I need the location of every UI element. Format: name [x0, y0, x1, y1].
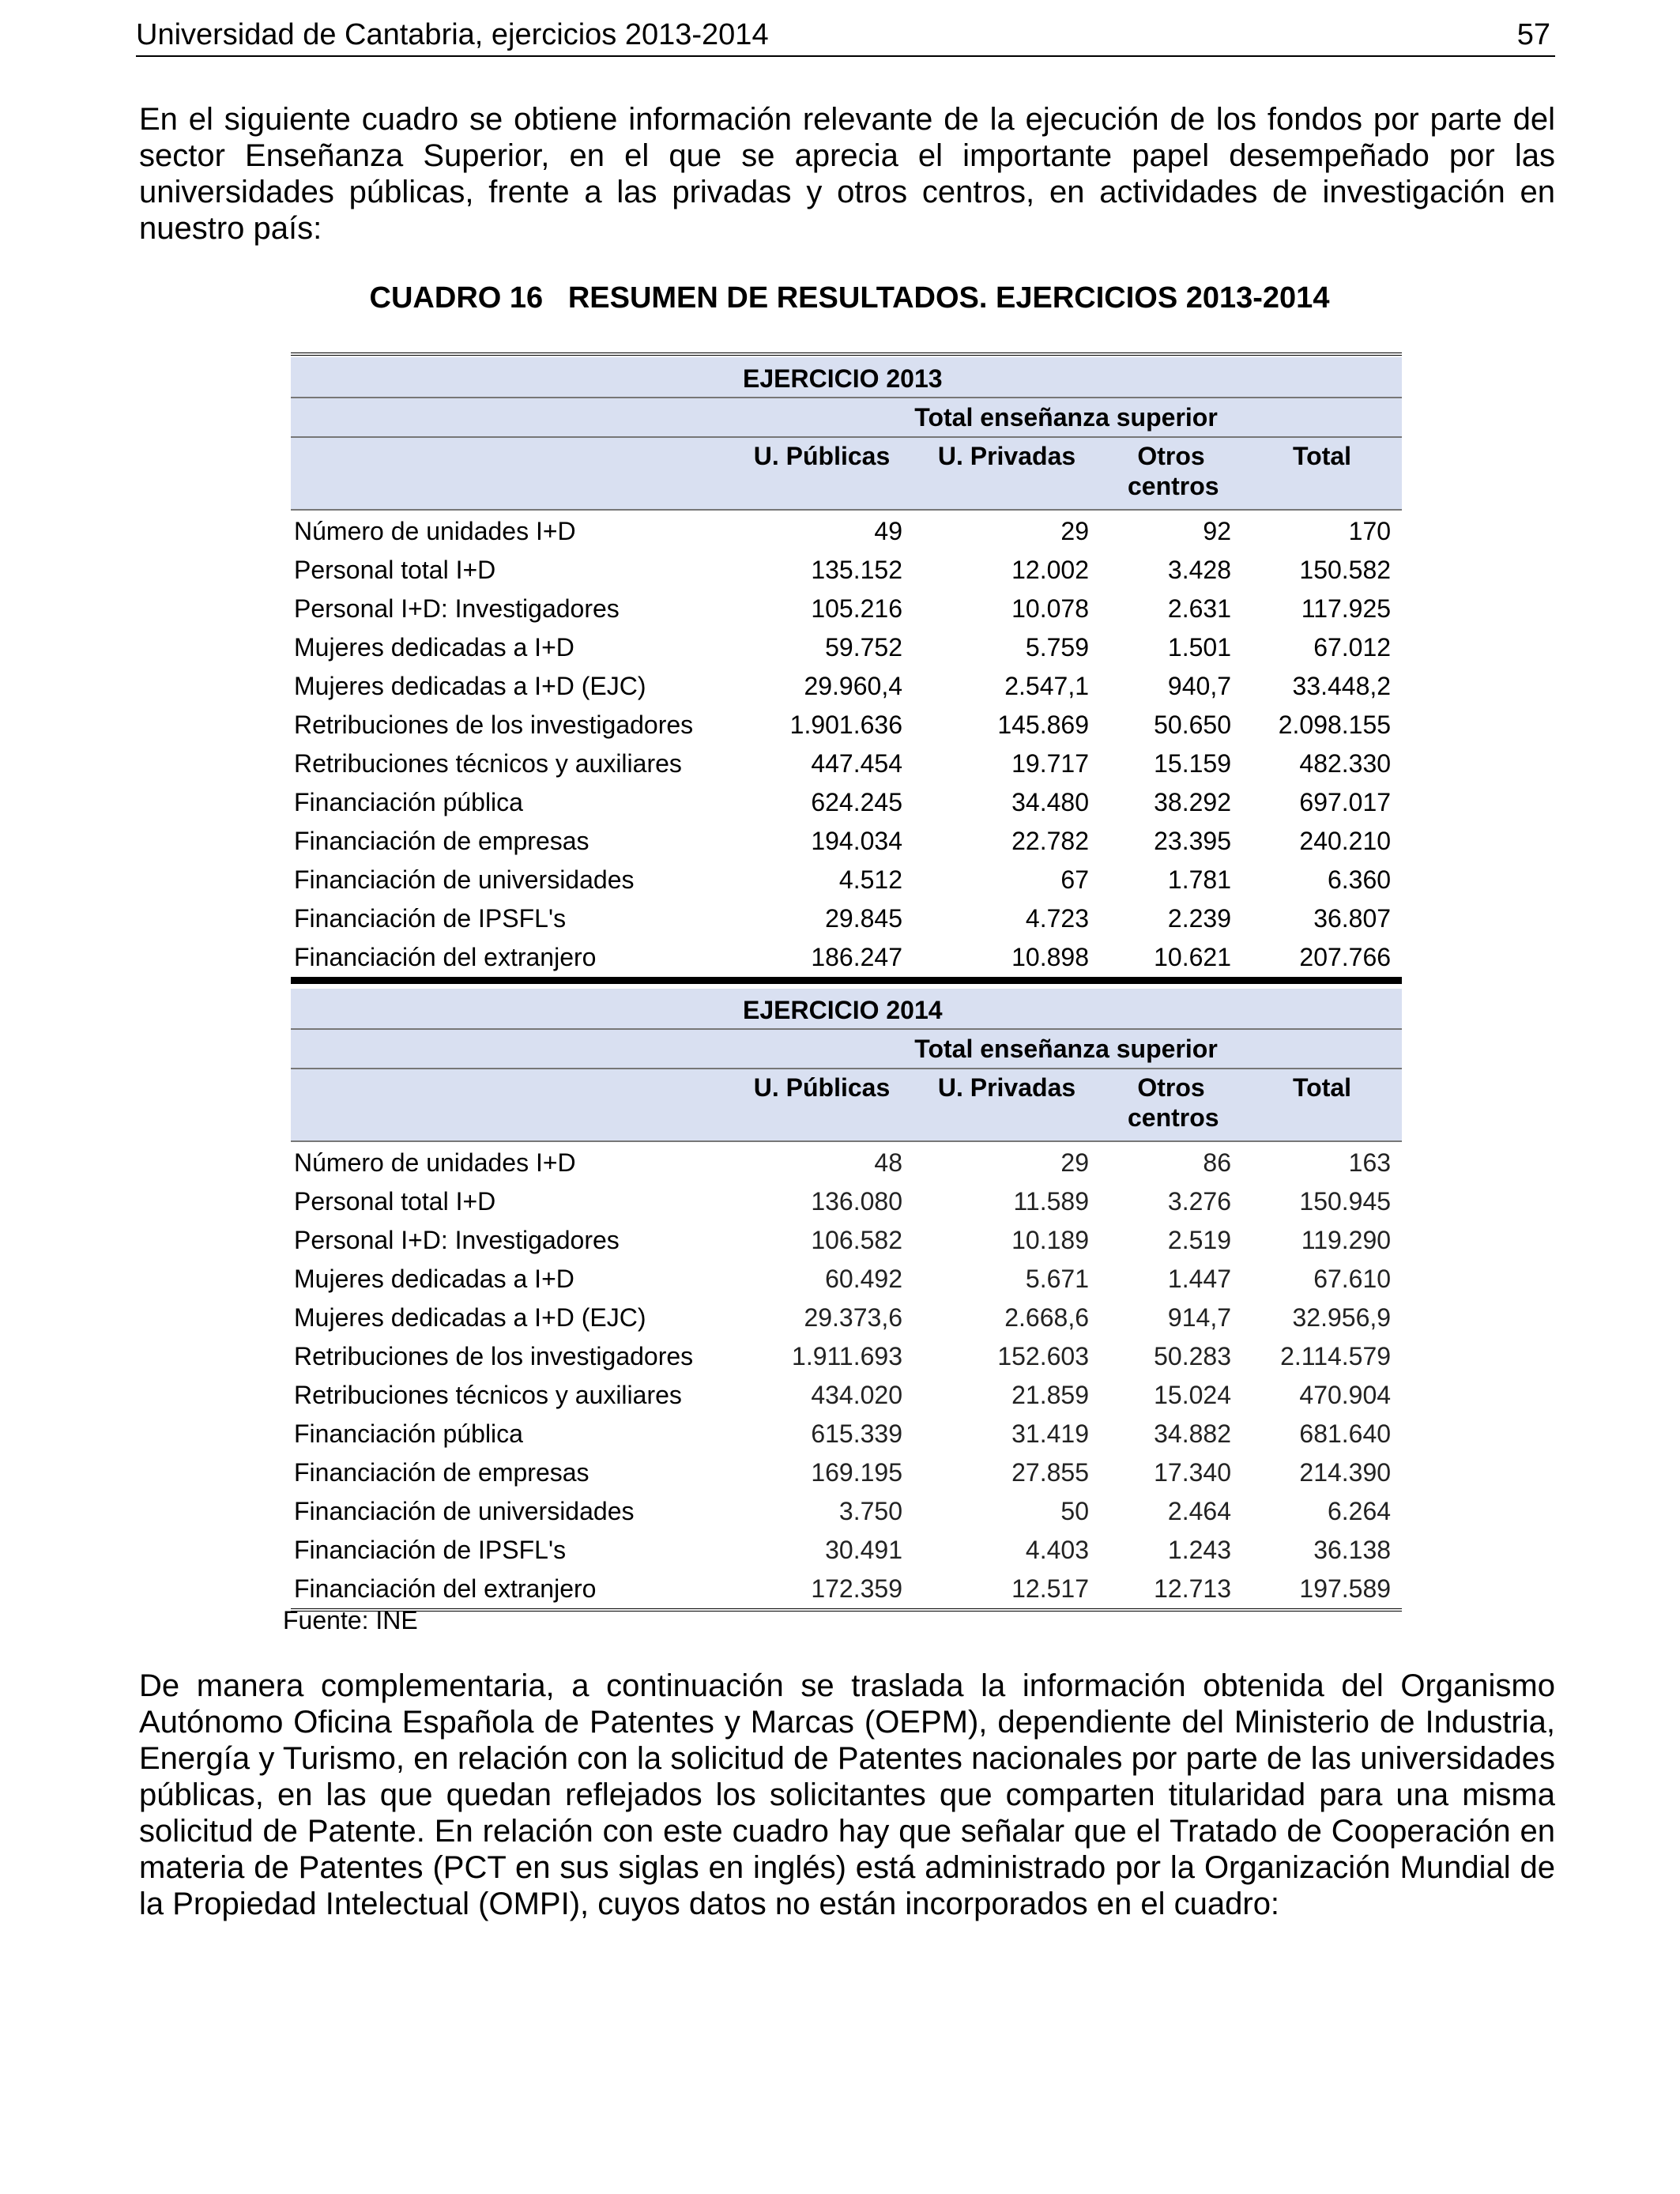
table-caption: CUADRO 16 RESUMEN DE RESULTADOS. EJERCICIOS 2013-2014 — [369, 281, 1330, 315]
row-label: Personal total I+D — [294, 1187, 496, 1216]
header-title: Universidad de Cantabria, ejercicios 2013-2014 — [136, 18, 769, 51]
row-label: Financiación de IPSFL's — [294, 1536, 567, 1564]
table-row — [291, 1141, 1402, 1182]
cell-value: 615.339 — [811, 1419, 902, 1448]
table-row — [291, 628, 1402, 667]
cell-value: 15.159 — [1154, 749, 1231, 778]
cell-value: 36.807 — [1313, 904, 1392, 933]
cell-value: 12.517 — [1011, 1574, 1089, 1603]
cell-value: 30.491 — [825, 1536, 902, 1564]
cell-value: 5.759 — [1025, 633, 1089, 662]
cell-value: 119.290 — [1301, 1226, 1392, 1254]
cell-value: 19.717 — [1011, 749, 1089, 778]
cell-value: 136.080 — [811, 1187, 902, 1216]
row-label: Mujeres dedicadas a I+D (EJC) — [294, 672, 646, 700]
cell-value: 170 — [1348, 517, 1392, 545]
cell-value: 48 — [874, 1148, 902, 1177]
cell-value: 67.012 — [1313, 633, 1392, 662]
row-label: Mujeres dedicadas a I+D — [294, 1265, 574, 1293]
row-label: Financiación pública — [294, 788, 523, 816]
cell-value: 172.359 — [811, 1574, 902, 1603]
cell-value: 1.781 — [1167, 865, 1231, 894]
cell-value: 36.138 — [1313, 1536, 1392, 1564]
table-row — [291, 938, 1402, 979]
cell-value: 470.904 — [1299, 1381, 1392, 1409]
table-row — [291, 745, 1402, 783]
cell-value: 482.330 — [1299, 749, 1392, 778]
table-ejercicio-2014 — [291, 980, 1402, 1612]
col-header-publicas: U. Públicas — [730, 1069, 913, 1141]
row-label: Personal total I+D — [294, 556, 496, 584]
table-row — [291, 1376, 1402, 1415]
row-label: Personal I+D: Investigadores — [294, 594, 620, 623]
cell-value: 240.210 — [1299, 827, 1392, 855]
cell-value: 214.390 — [1299, 1458, 1392, 1487]
table-row — [291, 510, 1402, 551]
cell-value: 1.447 — [1167, 1265, 1231, 1293]
cell-value: 10.898 — [1011, 943, 1089, 971]
cell-value: 197.589 — [1299, 1574, 1392, 1603]
cell-value: 10.189 — [1011, 1226, 1089, 1254]
cell-value: 150.945 — [1299, 1187, 1392, 1216]
cell-value: 33.448,2 — [1292, 672, 1392, 700]
cell-value: 447.454 — [811, 749, 902, 778]
results-table-2013 — [291, 357, 1402, 981]
row-label: Retribuciones de los investigadores — [294, 1342, 694, 1370]
cell-value: 60.492 — [825, 1265, 902, 1293]
cell-value: 92 — [1203, 517, 1231, 545]
cell-value: 38.292 — [1154, 788, 1231, 816]
cell-value: 2.519 — [1167, 1226, 1231, 1254]
col-header-total: Total — [1242, 437, 1402, 510]
cell-value: 21.859 — [1011, 1381, 1089, 1409]
table-source: Fuente: INE — [283, 1606, 418, 1634]
cell-value: 29 — [1060, 1148, 1089, 1177]
group-header: Total enseñanza superior — [730, 1029, 1402, 1069]
cell-value: 914,7 — [1167, 1303, 1231, 1332]
cell-value: 145.869 — [997, 711, 1089, 739]
row-label: Mujeres dedicadas a I+D — [294, 633, 574, 662]
cell-value: 4.723 — [1025, 904, 1089, 933]
cell-value: 67.610 — [1313, 1265, 1392, 1293]
row-label: Financiación de universidades — [294, 1497, 635, 1525]
table-row — [291, 783, 1402, 822]
cell-value: 624.245 — [811, 788, 902, 816]
cell-value: 169.195 — [811, 1458, 902, 1487]
cell-value: 207.766 — [1299, 943, 1392, 971]
cell-value: 31.419 — [1011, 1419, 1089, 1448]
col-header-total: Total — [1242, 1069, 1402, 1141]
table-ejercicio-2013 — [291, 352, 1402, 981]
cell-value: 186.247 — [811, 943, 902, 971]
row-label: Financiación de universidades — [294, 865, 635, 894]
cell-value: 67 — [1060, 865, 1089, 894]
table-row — [291, 1337, 1402, 1376]
cell-value: 3.428 — [1167, 556, 1231, 584]
cell-value: 86 — [1203, 1148, 1231, 1177]
row-label: Retribuciones técnicos y auxiliares — [294, 1381, 682, 1409]
cell-value: 32.956,9 — [1292, 1303, 1392, 1332]
cell-value: 10.078 — [1011, 594, 1089, 623]
cell-value: 2.098.155 — [1278, 711, 1392, 739]
cell-value: 29.960,4 — [804, 672, 902, 700]
cell-value: 117.925 — [1301, 594, 1392, 623]
row-label: Financiación pública — [294, 1419, 523, 1448]
cell-value: 135.152 — [811, 556, 902, 584]
cell-value: 12.713 — [1154, 1574, 1231, 1603]
table-row — [291, 822, 1402, 861]
cell-value: 50.283 — [1154, 1342, 1231, 1370]
cell-value: 152.603 — [997, 1342, 1089, 1370]
cell-value: 105.216 — [811, 594, 902, 623]
col-header-privadas: U. Privadas — [913, 437, 1100, 510]
col-header-publicas: U. Públicas — [730, 437, 913, 510]
cell-value: 106.582 — [811, 1226, 902, 1254]
row-label: Financiación de IPSFL's — [294, 904, 567, 933]
col-header-privadas: U. Privadas — [913, 1069, 1100, 1141]
cell-value: 12.002 — [1011, 556, 1089, 584]
cell-value: 681.640 — [1299, 1419, 1392, 1448]
cell-value: 50.650 — [1154, 711, 1231, 739]
intro-paragraph: En el siguiente cuadro se obtiene información relevante de la ejecución de los fondos por parte del sector Enseñanza Superior, en el que se aprecia el importante papel desempeñado por las universidades públicas, frente a las privadas y otros centros, en actividades de investigación en nuestro país: — [139, 102, 1555, 246]
table-row — [291, 1453, 1402, 1492]
page-header — [136, 14, 1555, 57]
table-row — [291, 551, 1402, 590]
cell-value: 11.589 — [1013, 1187, 1089, 1216]
results-table-2014 — [291, 989, 1402, 1612]
cell-value: 2.631 — [1167, 594, 1231, 623]
table-row — [291, 1221, 1402, 1260]
cell-value: 23.395 — [1154, 827, 1231, 855]
table-row — [291, 667, 1402, 706]
table-row — [291, 590, 1402, 628]
row-label: Financiación de empresas — [294, 827, 590, 855]
cell-value: 2.114.579 — [1280, 1342, 1392, 1370]
col-header-otros: Otros centros — [1100, 1069, 1242, 1141]
cell-value: 194.034 — [811, 827, 902, 855]
table-row — [291, 1260, 1402, 1299]
cell-value: 1.911.693 — [792, 1342, 902, 1370]
cell-value: 29.845 — [825, 904, 902, 933]
table-row — [291, 861, 1402, 899]
cell-value: 2.668,6 — [1004, 1303, 1089, 1332]
page-number: 57 — [1516, 18, 1550, 51]
row-label: Mujeres dedicadas a I+D (EJC) — [294, 1303, 646, 1332]
table-row — [291, 899, 1402, 938]
cell-value: 4.403 — [1025, 1536, 1089, 1564]
row-label: Financiación del extranjero — [294, 1574, 597, 1603]
cell-value: 434.020 — [811, 1381, 902, 1409]
table-row — [291, 1531, 1402, 1570]
cell-value: 27.855 — [1011, 1458, 1089, 1487]
cell-value: 15.024 — [1154, 1381, 1231, 1409]
cell-value: 6.360 — [1327, 865, 1392, 894]
row-label: Número de unidades I+D — [294, 517, 576, 545]
col-header-otros: Otros centros — [1100, 437, 1242, 510]
row-label: Personal I+D: Investigadores — [294, 1226, 620, 1254]
year-header: EJERCICIO 2013 — [291, 357, 1402, 398]
cell-value: 3.750 — [838, 1497, 902, 1525]
cell-value: 6.264 — [1327, 1497, 1392, 1525]
cell-value: 2.239 — [1167, 904, 1231, 933]
row-label: Financiación del extranjero — [294, 943, 597, 971]
cell-value: 17.340 — [1154, 1458, 1231, 1487]
cell-value: 4.512 — [838, 865, 902, 894]
cell-value: 34.882 — [1154, 1419, 1231, 1448]
table-row — [291, 1182, 1402, 1221]
table-row — [291, 1415, 1402, 1453]
cell-value: 163 — [1348, 1148, 1392, 1177]
table-row — [291, 1492, 1402, 1531]
row-label: Retribuciones de los investigadores — [294, 711, 694, 739]
cell-value: 697.017 — [1299, 788, 1392, 816]
cell-value: 50 — [1060, 1497, 1089, 1525]
cell-value: 3.276 — [1167, 1187, 1231, 1216]
cell-value: 29.373,6 — [804, 1303, 902, 1332]
cell-value: 34.480 — [1011, 788, 1089, 816]
cell-value: 49 — [874, 517, 902, 545]
group-header: Total enseñanza superior — [730, 398, 1402, 437]
cell-value: 10.621 — [1154, 943, 1231, 971]
row-label: Número de unidades I+D — [294, 1148, 576, 1177]
row-label: Retribuciones técnicos y auxiliares — [294, 749, 682, 778]
outro-paragraph: De manera complementaria, a continuación se traslada la información obtenida del Organismo Autónomo Oficina Española de Patentes y Marcas (OEPM), dependiente del Ministerio de Industria, Energía y Turismo, en relación con la solicitud de Patentes nacionales por parte de las universidades públicas, en las que quedan reflejados los solicitantes que comparten titularidad para una misma solicitud de Patente. En relación con este cuadro hay que señalar que el Tratado de Cooperación en materia de Patentes (PCT en sus siglas en inglés) está administrado por la Organización Mundial de la Propiedad Intelectual (OMPI), cuyos datos no están incorporados en el cuadro: — [139, 1668, 1555, 1921]
cell-value: 1.901.636 — [789, 711, 902, 739]
row-label: Financiación de empresas — [294, 1458, 590, 1487]
cell-value: 5.671 — [1025, 1265, 1089, 1293]
cell-value: 150.582 — [1299, 556, 1392, 584]
cell-value: 1.243 — [1167, 1536, 1231, 1564]
table-row — [291, 1299, 1402, 1337]
cell-value: 2.547,1 — [1004, 672, 1089, 700]
table-row — [291, 1570, 1402, 1610]
table-row — [291, 706, 1402, 745]
year-header: EJERCICIO 2014 — [291, 989, 1402, 1029]
cell-value: 940,7 — [1167, 672, 1231, 700]
cell-value: 1.501 — [1167, 633, 1231, 662]
cell-value: 29 — [1060, 517, 1089, 545]
cell-value: 22.782 — [1011, 827, 1089, 855]
cell-value: 59.752 — [825, 633, 902, 662]
cell-value: 2.464 — [1167, 1497, 1231, 1525]
